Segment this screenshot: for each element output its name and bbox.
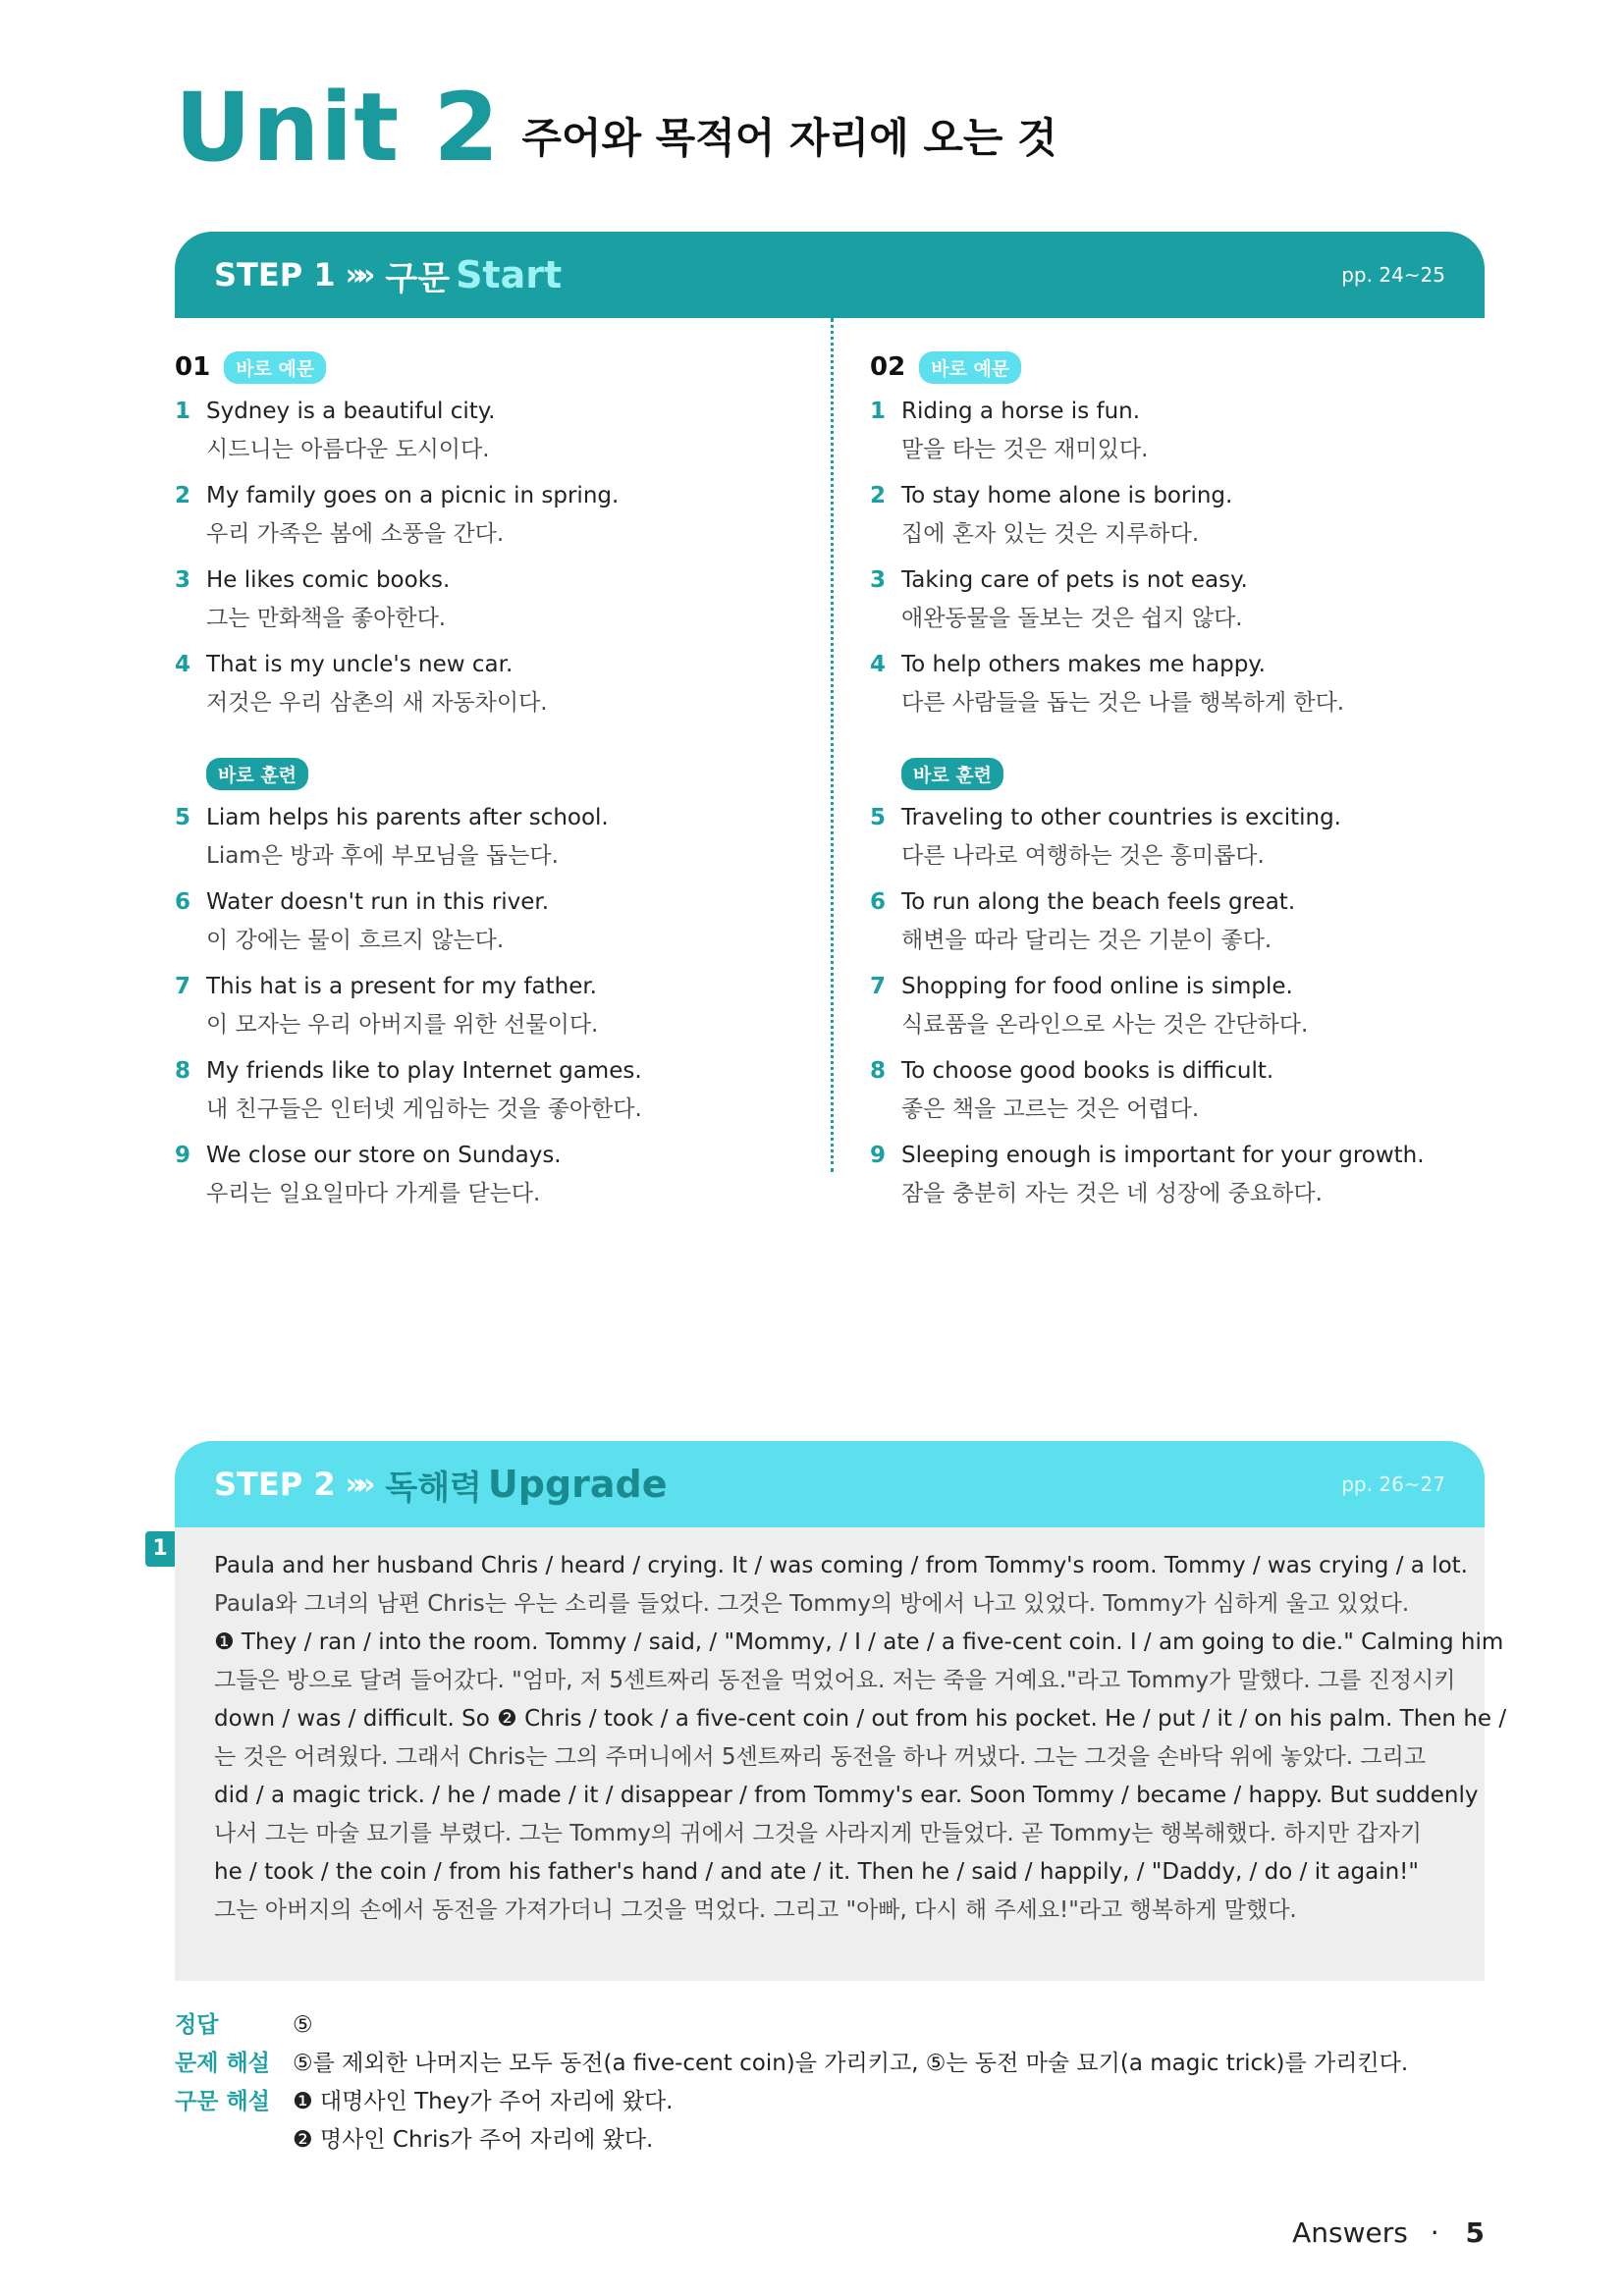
item-body [901, 883, 1498, 960]
item-body [901, 561, 1498, 638]
step2-pages: pp. 26~27 [1341, 1472, 1445, 1496]
sentence-item [870, 1052, 1498, 1129]
tag-example: 바로 예문 [224, 351, 326, 384]
sentence-item [175, 646, 803, 722]
sentence-item [870, 646, 1498, 722]
sentence-item [870, 799, 1498, 876]
korean-translation: 우리 가족은 봄에 소풍을 간다. [206, 521, 505, 547]
tag-practice: 바로 훈련 [901, 758, 1003, 790]
unit-number: Unit 2 [175, 73, 501, 183]
double-chevron-icon: »» [345, 1467, 368, 1502]
answer-label: 정답 [175, 2012, 219, 2038]
english-sentence: Sydney is a beautiful city. [206, 399, 496, 424]
english-sentence: Liam helps his parents after school. [206, 805, 609, 830]
sentence-item [870, 968, 1498, 1044]
question-badge: 1 [145, 1531, 175, 1567]
korean-translation: 다른 나라로 여행하는 것은 흥미롭다. [901, 843, 1265, 869]
step1-label-group [214, 251, 562, 299]
english-sentence: That is my uncle's new car. [206, 652, 514, 677]
sentence-item [175, 1137, 803, 1213]
item-number: 6 [870, 889, 887, 915]
answer-value: ❷ 명사인 Chris가 주어 자리에 왔다. [293, 2127, 654, 2153]
item-number: 9 [175, 1143, 191, 1168]
step2-label-group [214, 1461, 668, 1509]
item-number: 1 [175, 399, 191, 424]
section-head-01 [175, 349, 803, 385]
step1-ko: 구문 [385, 258, 451, 298]
english-sentence: To choose good books is difficult. [901, 1058, 1274, 1084]
korean-translation: 시드니는 아름다운 도시이다. [206, 437, 490, 462]
item-body [901, 1052, 1498, 1129]
korean-translation: 다른 사람들을 돕는 것은 나를 행복하게 한다. [901, 690, 1345, 716]
korean-translation: 식료품을 온라인으로 사는 것은 간단하다. [901, 1012, 1309, 1038]
section-head-practice [870, 756, 1498, 791]
item-number: 9 [870, 1143, 887, 1168]
step2-ko: 독해력 [385, 1468, 482, 1508]
passage-english-line: he / took / the coin / from his father's hand / and ate / it. Then he / said / happily, / "Daddy, / do / it again!" [214, 1859, 1419, 1885]
english-sentence: We close our store on Sundays. [206, 1143, 562, 1168]
korean-translation: Liam은 방과 후에 부모님을 돕는다. [206, 843, 559, 869]
passage-english-line: Paula and her husband Chris / heard / crying. It / was coming / from Tommy's room. Tommy / was crying / a lot. [214, 1553, 1468, 1578]
item-number: 5 [870, 805, 887, 830]
sentence-item [175, 799, 803, 876]
item-body [206, 561, 803, 638]
korean-translation: 내 친구들은 인터넷 게임하는 것을 좋아한다. [206, 1096, 642, 1122]
tag-practice: 바로 훈련 [206, 758, 308, 790]
item-body [206, 477, 803, 554]
double-chevron-icon: »» [345, 257, 368, 293]
answer-value: ⑤ [293, 2012, 313, 2038]
column-divider [831, 318, 834, 1172]
sentence-item [870, 883, 1498, 960]
item-number: 4 [870, 652, 887, 677]
item-body [206, 883, 803, 960]
tag-example: 바로 예문 [919, 351, 1021, 384]
english-sentence: Taking care of pets is not easy. [901, 567, 1248, 593]
sentence-item [175, 1052, 803, 1129]
item-body [206, 646, 803, 722]
english-sentence: Water doesn't run in this river. [206, 889, 550, 915]
answer-label [175, 2121, 293, 2160]
item-number: 3 [870, 567, 887, 593]
korean-translation: 저것은 우리 삼촌의 새 자동차이다. [206, 690, 548, 716]
passage-korean-line: 는 것은 어려웠다. 그래서 Chris는 그의 주머니에서 5센트짜리 동전을 하나 꺼냈다. 그는 그것을 손바닥 위에 놓았다. 그리고 [214, 1744, 1427, 1770]
item-body [206, 968, 803, 1044]
item-number: 2 [870, 483, 887, 508]
item-body [206, 393, 803, 469]
item-number: 8 [175, 1058, 191, 1084]
item-body [901, 393, 1498, 469]
sentence-item [870, 477, 1498, 554]
item-body [206, 799, 803, 876]
step1-right-column [870, 349, 1498, 1213]
sentence-item [175, 883, 803, 960]
korean-translation: 이 강에는 물이 흐르지 않는다. [206, 928, 505, 953]
step1-left-column [175, 349, 803, 1213]
item-body [901, 968, 1498, 1044]
english-sentence: Traveling to other countries is exciting. [901, 805, 1341, 830]
answer-row [175, 2006, 1408, 2045]
item-number: 4 [175, 652, 191, 677]
answer-label: 문제 해설 [175, 2051, 270, 2076]
item-number: 2 [175, 483, 191, 508]
english-sentence: To stay home alone is boring. [901, 483, 1233, 508]
korean-translation: 좋은 책을 고르는 것은 어렵다. [901, 1096, 1200, 1122]
english-sentence: Riding a horse is fun. [901, 399, 1141, 424]
answer-row [175, 2083, 1408, 2121]
footer-dot: · [1430, 2216, 1439, 2249]
english-sentence: My friends like to play Internet games. [206, 1058, 642, 1084]
item-number: 5 [175, 805, 191, 830]
answer-label: 구문 해설 [175, 2089, 270, 2114]
passage-korean-line: 나서 그는 마술 묘기를 부렸다. 그는 Tommy의 귀에서 그것을 사라지게 만들었다. 곧 Tommy는 행복해했다. 하지만 갑자기 [214, 1821, 1423, 1846]
step2-header [175, 1441, 1485, 1527]
answer-value: ⑤를 제외한 나머지는 모두 동전(a five-cent coin)을 가리키고, ⑤는 동전 마술 묘기(a magic trick)를 가리킨다. [293, 2051, 1409, 2076]
step1-pages: pp. 24~25 [1341, 263, 1445, 287]
english-sentence: This hat is a present for my father. [206, 974, 597, 999]
sentence-item [175, 393, 803, 469]
korean-translation: 잠을 충분히 자는 것은 네 성장에 중요하다. [901, 1181, 1323, 1206]
item-body [901, 1137, 1498, 1213]
english-sentence: My family goes on a picnic in spring. [206, 483, 620, 508]
step1-label: STEP 1 [214, 256, 336, 294]
answer-value: ❶ 대명사인 They가 주어 자리에 왔다. [293, 2089, 674, 2114]
item-number: 6 [175, 889, 191, 915]
sentence-item [175, 968, 803, 1044]
item-body [901, 799, 1498, 876]
answer-row [175, 2045, 1408, 2083]
item-body [206, 1052, 803, 1129]
korean-translation: 우리는 일요일마다 가게를 닫는다. [206, 1181, 541, 1206]
item-body [901, 477, 1498, 554]
english-sentence: He likes comic books. [206, 567, 451, 593]
item-number: 7 [870, 974, 887, 999]
english-sentence: Shopping for food online is simple. [901, 974, 1293, 999]
item-number: 7 [175, 974, 191, 999]
english-sentence: Sleeping enough is important for your growth. [901, 1143, 1425, 1168]
korean-translation: 말을 타는 것은 재미있다. [901, 437, 1149, 462]
korean-translation: 해변을 따라 달리는 것은 기분이 좋다. [901, 928, 1272, 953]
unit-subtitle: 주어와 목적어 자리에 오는 것 [521, 114, 1057, 162]
item-body [901, 646, 1498, 722]
page-footer [1292, 2216, 1485, 2249]
passage-korean-line: Paula와 그녀의 남편 Chris는 우는 소리를 들었다. 그것은 Tommy의 방에서 나고 있었다. Tommy가 심하게 울고 있었다. [214, 1591, 1410, 1617]
section-number: 01 [175, 352, 211, 382]
korean-translation: 애완동물을 돌보는 것은 쉽지 않다. [901, 606, 1243, 631]
step2-en: Upgrade [487, 1463, 668, 1506]
korean-translation: 이 모자는 우리 아버지를 위한 선물이다. [206, 1012, 599, 1038]
section-head-02 [870, 349, 1498, 385]
reading-passage [214, 1547, 1507, 1930]
section-number: 02 [870, 352, 906, 382]
passage-english-line: did / a magic trick. / he / made / it / disappear / from Tommy's ear. Soon Tommy / became / happy. But suddenly [214, 1783, 1479, 1808]
sentence-item [870, 1137, 1498, 1213]
section-head-practice [175, 756, 803, 791]
passage-english-line: ❶ They / ran / into the room. Tommy / said, / "Mommy, / I / ate / a five-cent coin. I / am going to die." Calming him [214, 1629, 1504, 1655]
english-sentence: To run along the beach feels great. [901, 889, 1296, 915]
item-number: 1 [870, 399, 887, 424]
unit-title [175, 73, 1057, 183]
korean-translation: 집에 혼자 있는 것은 지루하다. [901, 521, 1200, 547]
sentence-item [870, 393, 1498, 469]
sentence-item [175, 477, 803, 554]
passage-english-line: down / was / difficult. So ❷ Chris / took / a five-cent coin / out from his pocket. He / put / it / on his palm. Then he / [214, 1706, 1507, 1732]
item-number: 8 [870, 1058, 887, 1084]
item-body [206, 1137, 803, 1213]
step1-en: Start [456, 253, 563, 296]
page-number: 5 [1465, 2216, 1485, 2249]
step1-header [175, 232, 1485, 318]
footer-label: Answers [1292, 2216, 1408, 2249]
answer-section [175, 2006, 1408, 2160]
passage-korean-line: 그는 아버지의 손에서 동전을 가져가더니 그것을 먹었다. 그리고 "아빠, 다시 해 주세요!"라고 행복하게 말했다. [214, 1897, 1297, 1923]
korean-translation: 그는 만화책을 좋아한다. [206, 606, 447, 631]
sentence-item [175, 561, 803, 638]
step2-label: STEP 2 [214, 1466, 336, 1503]
item-number: 3 [175, 567, 191, 593]
passage-korean-line: 그들은 방으로 달려 들어갔다. "엄마, 저 5센트짜리 동전을 먹었어요. 저는 죽을 거예요."라고 Tommy가 말했다. 그를 진정시키 [214, 1668, 1456, 1693]
answer-row [175, 2121, 1408, 2160]
english-sentence: To help others makes me happy. [901, 652, 1266, 677]
sentence-item [870, 561, 1498, 638]
